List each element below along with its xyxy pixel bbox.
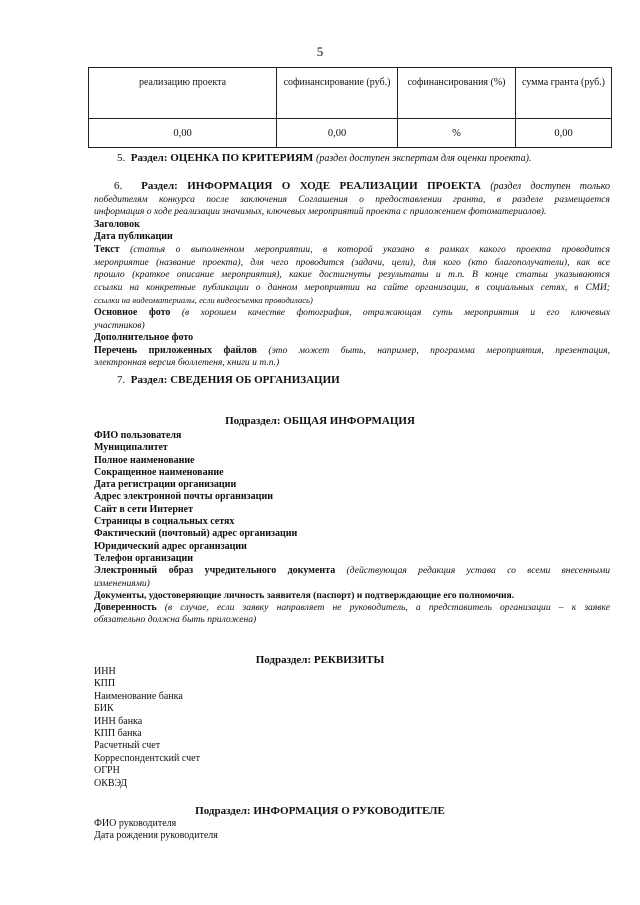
page-number: 5	[316, 44, 324, 59]
general-field: Фактический (почтовый) адрес организации	[94, 528, 298, 540]
grant-header-cell: реализацию проекта	[89, 68, 277, 119]
field-files	[94, 345, 610, 358]
section-7-heading	[117, 374, 340, 387]
field-power-of-attorney	[94, 602, 610, 614]
general-field: Страницы в социальных сетях	[94, 516, 235, 528]
general-field: Телефон организации	[94, 552, 194, 564]
general-field: ФИО пользователя	[94, 430, 182, 441]
field-note-line: электронная версия бюллетеня, книги и т.п.)	[94, 357, 280, 369]
subsection-title: Подраздел: РЕКВИЗИТЫ	[255, 654, 385, 666]
subsection-requisites-title	[0, 654, 640, 666]
field-label: Перечень приложенных файлов	[94, 344, 257, 356]
general-field: Адрес электронной почты организации	[94, 491, 273, 503]
field-note: (статья о выполненном мероприятии, в которой указано в рамках какого проекта проводится	[130, 243, 610, 255]
field-note: (в случае, если заявку направляет не руководитель, а представитель организации – к заявке	[164, 602, 610, 614]
grant-value-cell: 0,00	[277, 119, 398, 148]
section-note: (раздел доступен экспертам для оценки проекта).	[316, 153, 532, 164]
field-pub-date: Дата публикации	[94, 231, 173, 243]
general-field: Юридический адрес организации	[94, 540, 247, 552]
field-note: (в хорошем качестве фотография, отражающая суть мероприятия и его ключевых	[181, 306, 610, 318]
general-field: Сокращенное наименование	[94, 466, 224, 478]
requisite-field: ОКВЭД	[94, 777, 128, 789]
general-field: Сайт в сети Интернет	[94, 503, 194, 515]
field-note-line: прошло (краткое описание мероприятия), какие достигнуты результаты и т.п. В конце статьи указываются	[94, 269, 610, 281]
field-note-line: ссылки на конкретные публикации о данном мероприятии на сайте организации, в социальных сетях, в СМИ;	[94, 281, 610, 293]
section-note-line: информация о ходе реализации значимых, ключевых мероприятий проекта с приложением фотоматериалов).	[94, 206, 547, 218]
field-note: (действующая редакция устава со всеми внесенными	[346, 565, 611, 577]
field-note-line: изменениями)	[94, 577, 150, 589]
field-heading: Заголовок	[94, 218, 140, 230]
general-field: Муниципалитет	[94, 442, 168, 454]
general-field: Полное наименование	[94, 454, 195, 466]
grant-value-cell: %	[398, 119, 516, 148]
grant-value-cell: 0,00	[516, 119, 612, 148]
field-note: (это может быть, например, программа мероприятия, презентация,	[268, 344, 610, 356]
requisite-field: Расчетный счет	[94, 740, 161, 752]
requisite-field: КПП	[94, 678, 116, 690]
requisite-field: ИНН банка	[94, 715, 143, 727]
grant-table	[88, 67, 612, 148]
requisite-field: КПП банка	[94, 728, 142, 740]
field-charter	[94, 565, 610, 577]
section-note-line: победителям конкурса после заключения Соглашения о предоставлении гранта, в разделе размещается	[94, 193, 610, 205]
field-label: Текст	[94, 243, 120, 255]
grant-table-header-row	[89, 68, 612, 119]
general-fields	[94, 430, 610, 627]
field-label: Доверенность	[94, 602, 157, 614]
field-label: Электронный образ учредительного документа	[94, 565, 336, 577]
section-title: Раздел: ОЦЕНКА ПО КРИТЕРИЯМ	[130, 152, 314, 164]
subsection-title: Подраздел: ИНФОРМАЦИЯ О РУКОВОДИТЕЛЕ	[195, 805, 445, 817]
grant-table-value-row	[89, 119, 612, 148]
field-note-line: участников)	[94, 319, 145, 331]
requisite-field: ОГРН	[94, 765, 120, 777]
subsection-general-title	[0, 415, 640, 427]
director-list	[94, 818, 610, 843]
requisite-field: Наименование банка	[94, 690, 183, 702]
requisite-field: Корреспондентский счет	[94, 752, 200, 764]
field-note-line: обязательно должна быть приложена)	[94, 614, 257, 626]
section-number: 6.	[114, 180, 123, 192]
section-title: Раздел: ИНФОРМАЦИЯ О ХОДЕ РЕАЛИЗАЦИИ ПРОЕКТА	[141, 180, 481, 192]
director-field: Дата рождения руководителя	[94, 830, 218, 842]
general-field: Дата регистрации организации	[94, 479, 237, 491]
requisites-list	[94, 666, 610, 790]
subsection-title: Подраздел: ОБЩАЯ ИНФОРМАЦИЯ	[225, 415, 415, 427]
director-field: ФИО руководителя	[94, 818, 177, 829]
field-documents: Документы, удостоверяющие личность заявителя (паспорт) и подтверждающие его полномочия.	[94, 589, 515, 601]
grant-value-cell: 0,00	[89, 119, 277, 148]
grant-header-cell: софинансирования (%)	[398, 68, 516, 119]
field-extra-photo: Дополнительное фото	[94, 332, 194, 344]
grant-header-cell: софинансирование (руб.)	[277, 68, 398, 119]
grant-header-cell: сумма гранта (руб.)	[516, 68, 612, 119]
section-5-heading	[117, 152, 531, 165]
section-6-block	[94, 180, 610, 370]
field-note-line: ссылки на видеоматериалы, если видеосъемка проводилась)	[94, 295, 313, 306]
field-note-line: мероприятие (название проекта), для чего проводится (задачи, цели), для кого (кто благополучатели), как все	[94, 256, 610, 268]
requisite-field: ИНН	[94, 666, 116, 677]
section-number: 5.	[117, 152, 126, 164]
requisite-field: БИК	[94, 703, 114, 715]
section-number: 7.	[117, 374, 126, 386]
section-6-heading	[94, 180, 610, 194]
field-text	[94, 244, 610, 257]
field-label: Основное фото	[94, 306, 171, 318]
section-note: (раздел доступен только	[490, 181, 610, 192]
field-main-photo	[94, 307, 610, 320]
section-title: Раздел: СВЕДЕНИЯ ОБ ОРГАНИЗАЦИИ	[130, 374, 340, 386]
subsection-director-title	[0, 805, 640, 817]
